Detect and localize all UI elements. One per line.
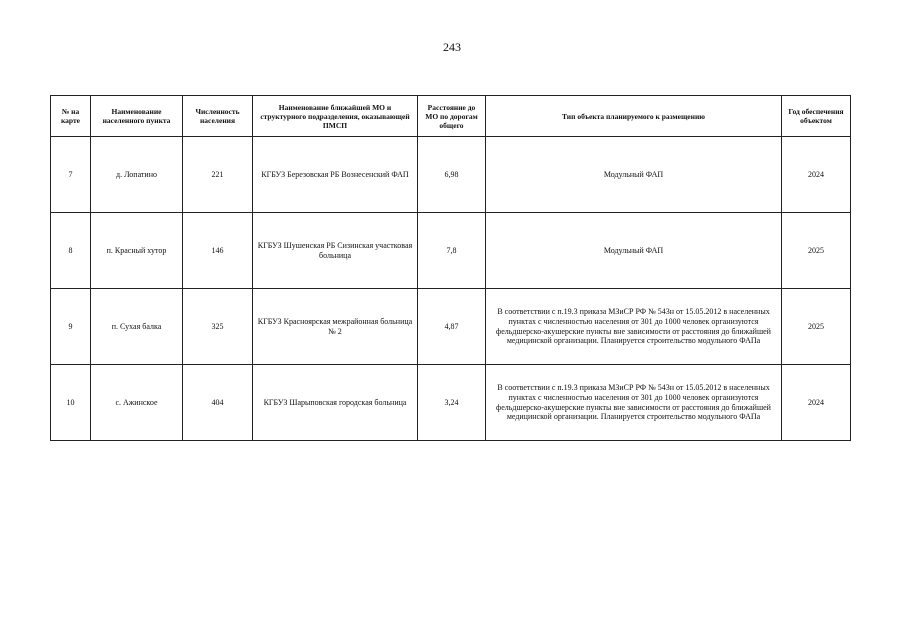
cell-settlement: д. Лопатино — [91, 137, 183, 213]
cell-num: 8 — [51, 213, 91, 289]
cell-mo: КГБУЗ Шушенская РБ Сизинская участковая больница — [253, 213, 418, 289]
table-row — [51, 213, 851, 289]
cell-population: 221 — [183, 137, 253, 213]
cell-year: 2025 — [782, 289, 851, 365]
header-population: Численность населения — [183, 96, 253, 137]
table-row — [51, 365, 851, 441]
header-year: Год обеспечения объектом — [782, 96, 851, 137]
cell-distance: 4,87 — [418, 289, 486, 365]
cell-type: В соответствии с п.19.3 приказа МЗиСР РФ № 543н от 15.05.2012 в населенных пунктах с численностью населения от 301 до 1000 человек организуются фельдшерско-акушерские пункты вне зависимости от расстояния до ближайшей медицинской организации. Планируется строительство модульного ФАПа — [486, 289, 782, 365]
cell-year: 2024 — [782, 365, 851, 441]
header-num: № на карте — [51, 96, 91, 137]
cell-population: 146 — [183, 213, 253, 289]
page-number: 243 — [443, 40, 461, 54]
facility-table — [50, 95, 851, 441]
cell-population: 404 — [183, 365, 253, 441]
header-type: Тип объекта планируемого к размещению — [486, 96, 782, 137]
cell-settlement: п. Сухая балка — [91, 289, 183, 365]
header-row — [51, 96, 851, 137]
cell-mo: КГБУЗ Красноярская межрайонная больница № 2 — [253, 289, 418, 365]
cell-distance: 7,8 — [418, 213, 486, 289]
cell-type: Модульный ФАП — [486, 213, 782, 289]
cell-distance: 3,24 — [418, 365, 486, 441]
cell-mo: КГБУЗ Березовская РБ Вознесенский ФАП — [253, 137, 418, 213]
cell-type: Модульный ФАП — [486, 137, 782, 213]
cell-num: 9 — [51, 289, 91, 365]
cell-mo: КГБУЗ Шарыповская городская больница — [253, 365, 418, 441]
header-settlement: Наименование населенного пункта — [91, 96, 183, 137]
table-row — [51, 137, 851, 213]
cell-year: 2025 — [782, 213, 851, 289]
cell-population: 325 — [183, 289, 253, 365]
cell-type: В соответствии с п.19.3 приказа МЗиСР РФ № 543н от 15.05.2012 в населенных пунктах с численностью населения от 301 до 1000 человек организуются фельдшерско-акушерские пункты вне зависимости от расстояния до ближайшей медицинской организации. Планируется строительство модульного ФАПа — [486, 365, 782, 441]
cell-settlement: п. Красный хутор — [91, 213, 183, 289]
header-mo: Наименование ближайшей МО и структурного подразделения, оказывающей ПМСП — [253, 96, 418, 137]
cell-year: 2024 — [782, 137, 851, 213]
cell-num: 10 — [51, 365, 91, 441]
cell-settlement: с. Ажинское — [91, 365, 183, 441]
header-distance: Расстояние до МО по дорогам общего — [418, 96, 486, 137]
table-row — [51, 289, 851, 365]
cell-num: 7 — [51, 137, 91, 213]
cell-distance: 6,98 — [418, 137, 486, 213]
